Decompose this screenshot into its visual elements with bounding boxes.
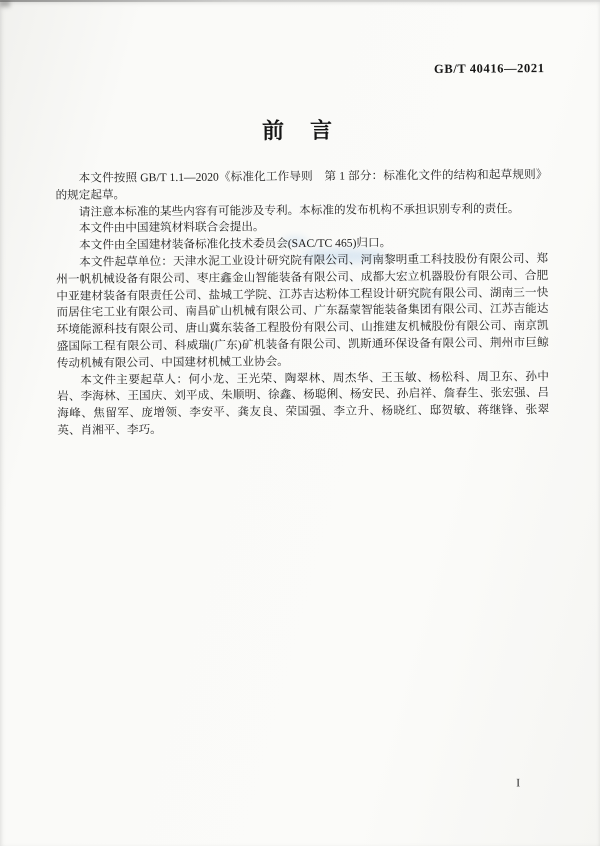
paragraph-proposed-by: 本文件由中国建筑材料联合会提出。 [78, 220, 265, 236]
foreword-body [55, 167, 549, 440]
page-title-foreword: 前 言 [261, 117, 335, 144]
page-number: I [516, 777, 521, 790]
paragraph-centralized-by: 本文件由全国建材装备标准化技术委员会(SAC/TC 465)归口。 [79, 236, 392, 252]
standard-number: GB/T 40416—2021 [433, 61, 545, 76]
paragraph-patent-notice: 请注意本标准的某些内容有可能涉及专利。本标准的发布机构不承担识别专利的责任。 [78, 201, 520, 219]
paragraph-drafting-organizations: 本文件起草单位：天津水泥工业设计研究院有限公司、河南黎明重工科技股份有限公司、郑州一帆机械设备有限公司、枣庄鑫金山智能装备有限公司、成都大宏立机器股份有限公司、合肥中亚建材装备有限责任公司、盐城工学院、江苏吉达粉体工程设计研究院有限公司、湖南三一快而居住宅工业有限公司、南昌矿山机械有限公司、广东磊蒙智能装备集团有限公司、江苏吉能达环境能源科技有限公司、唐山冀东装备工程股份有限公司、山推建友机械股份有限公司、南京凯盛国际工程有限公司、科威瑞(广东)矿机装备有限公司、凯斯通环保设备有限公司、荆州市巨鲸传动机械有限公司、中国建材机械工业协会。 [56, 252, 549, 370]
paragraph-main-drafters: 本文件主要起草人：何小龙、王光荣、陶翠林、周杰华、王玉敏、杨松科、周卫东、孙中岩、李海林、王国庆、刘平成、朱顺明、徐鑫、杨聪俐、杨安民、孙启祥、詹春生、张宏强、吕海峰、焦留军、庞增领、李安平、龚友良、荣国强、李立升、杨晓红、邸贺敏、蒋继锋、张翠英、肖湘平、李巧。 [57, 369, 550, 437]
paragraph-drafting-basis: 本文件按照 GB/T 1.1—2020《标准化工作导则 第 1 部分：标准化文件的结构和起草规则》的规定起草。 [55, 168, 548, 202]
